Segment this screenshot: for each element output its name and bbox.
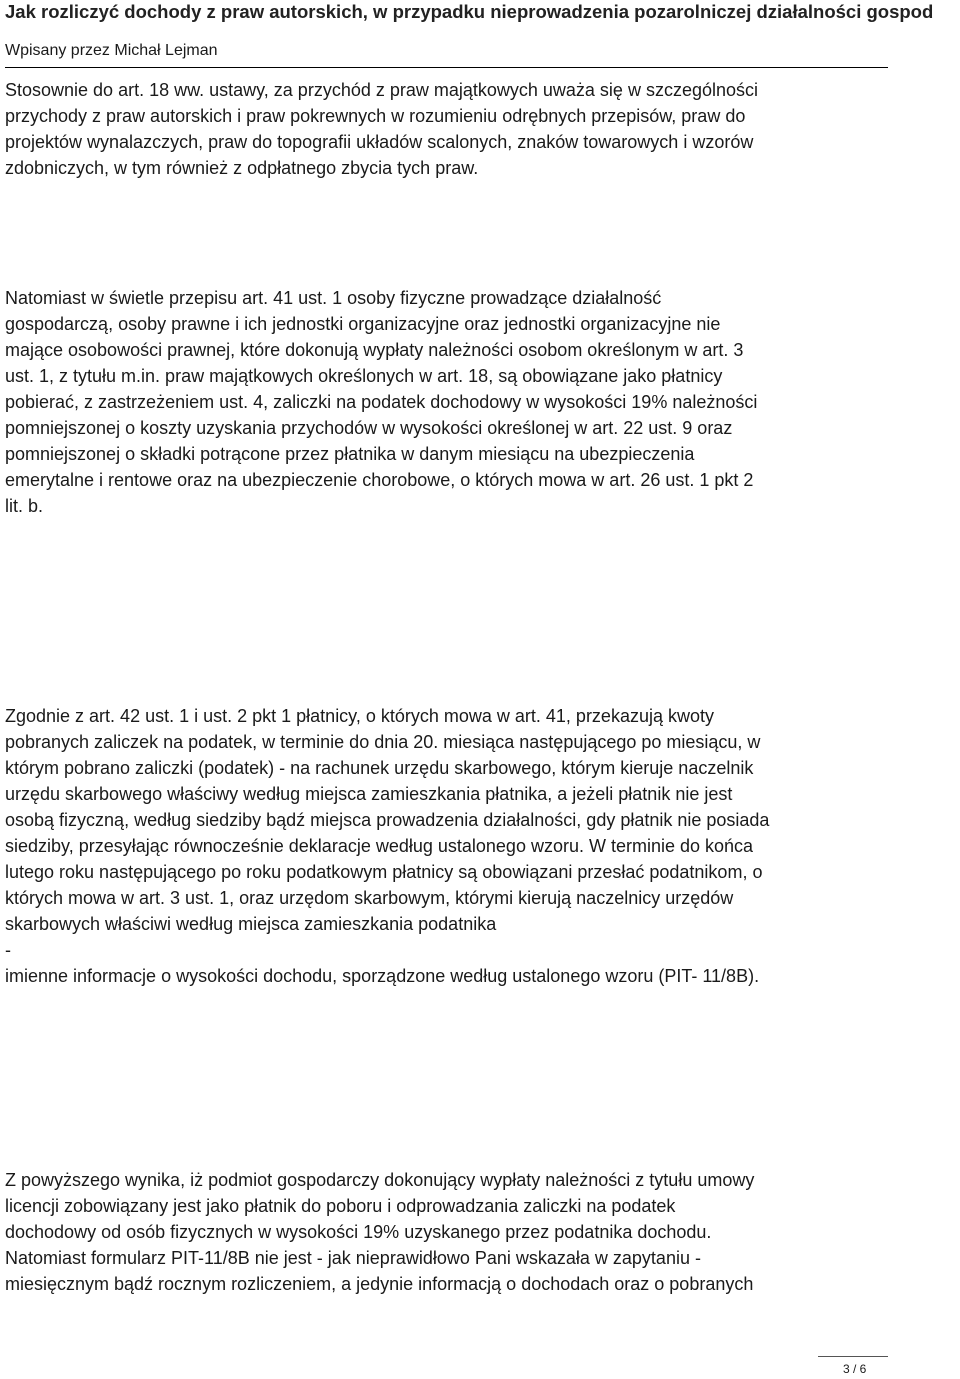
paragraph-1: Stosownie do art. 18 ww. ustawy, za przychód z praw majątkowych uważa się w szczególności przychody z praw autorskich i praw pokrewnych w rozumieniu odrębnych przepisów, praw do projektów wynalazczych, praw do topografii układów scalonych, znaków towarowych i wzorów zdobniczych, w tym również z odpłatnego zbycia tych praw. [5, 80, 758, 178]
page-number: 3 / 6 [843, 1362, 867, 1376]
paragraph-4: Z powyższego wynika, iż podmiot gospodarczy dokonujący wypłaty należności z tytułu umowy licencji zobowiązany jest jako płatnik do poboru i odprowadzania zaliczki na podatek dochodowy od osób fizycznych w wysokości 19% uzyskanego przez podatnika dochodu. Natomiast formularz PIT-11/8B nie jest - jak nieprawidłowo Pani wskazała w zapytaniu - miesięcznym bądź rocznym rozliczeniem, a jedynie informacją o dochodach oraz o pobranych [5, 1170, 755, 1294]
author-line: Wpisany przez Michał Lejman [5, 42, 218, 59]
paragraph-2: Natomiast w świetle przepisu art. 41 ust. 1 osoby fizyczne prowadzące działalność gospodarczą, osoby prawne i ich jednostki organizacyjne oraz jednostki organizacyjne nie mające osobowości prawnej, które dokonują wypłaty należności osobom określonym w art. 3 ust. 1, z tytułu m.in. praw majątkowych określonych w art. 18, są obowiązane jako płatnicy pobierać, z zastrzeżeniem ust. 4, zaliczki na podatek dochodowy w wysokości 19% należności pomniejszonej o koszty uzyskania przychodów w wysokości określonej w art. 22 ust. 9 oraz pomniejszonej o składki potrącone przez płatnika w danym miesiącu na ubezpieczenia emerytalne i rentowe oraz na ubezpieczenie chorobowe, o których mowa w art. 26 ust. 1 pkt 2 lit. b. [5, 288, 758, 516]
paragraph-3: Zgodnie z art. 42 ust. 1 i ust. 2 pkt 1 płatnicy, o których mowa w art. 41, przekazują kwoty pobranych zaliczek na podatek, w terminie do dnia 20. miesiąca następującego po miesiącu, w którym pobrano zaliczki (podatek) - na rachunek urzędu skarbowego, którym kieruje naczelnik urzędu skarbowego właściwy według miejsca zamieszkania płatnika, a jeżeli płatnik nie jest osobą fizyczną, według siedziby bądź miejsca prowadzenia działalności, gdy płatnik nie posiada siedziby, przesyłając równocześnie deklaracje według ustalonego wzoru. W terminie do końca lutego roku następującego po roku podatkowym płatnicy są obowiązani przesłać podatnikom, o których mowa w art. 3 ust. 1, oraz urzędom skarbowym, którymi kierują naczelnicy urzędów skarbowych właściwi według miejsca zamieszkania podatnika - imienne informacje o wysokości dochodu, sporządzone według ustalonego wzoru (PIT- 11/8B). [5, 706, 770, 986]
footer-divider [818, 1356, 888, 1357]
document-title: Jak rozliczyć dochody z praw autorskich, w przypadku nieprowadzenia pozarolniczej działalności gospod [5, 1, 934, 22]
header-divider [5, 67, 888, 68]
